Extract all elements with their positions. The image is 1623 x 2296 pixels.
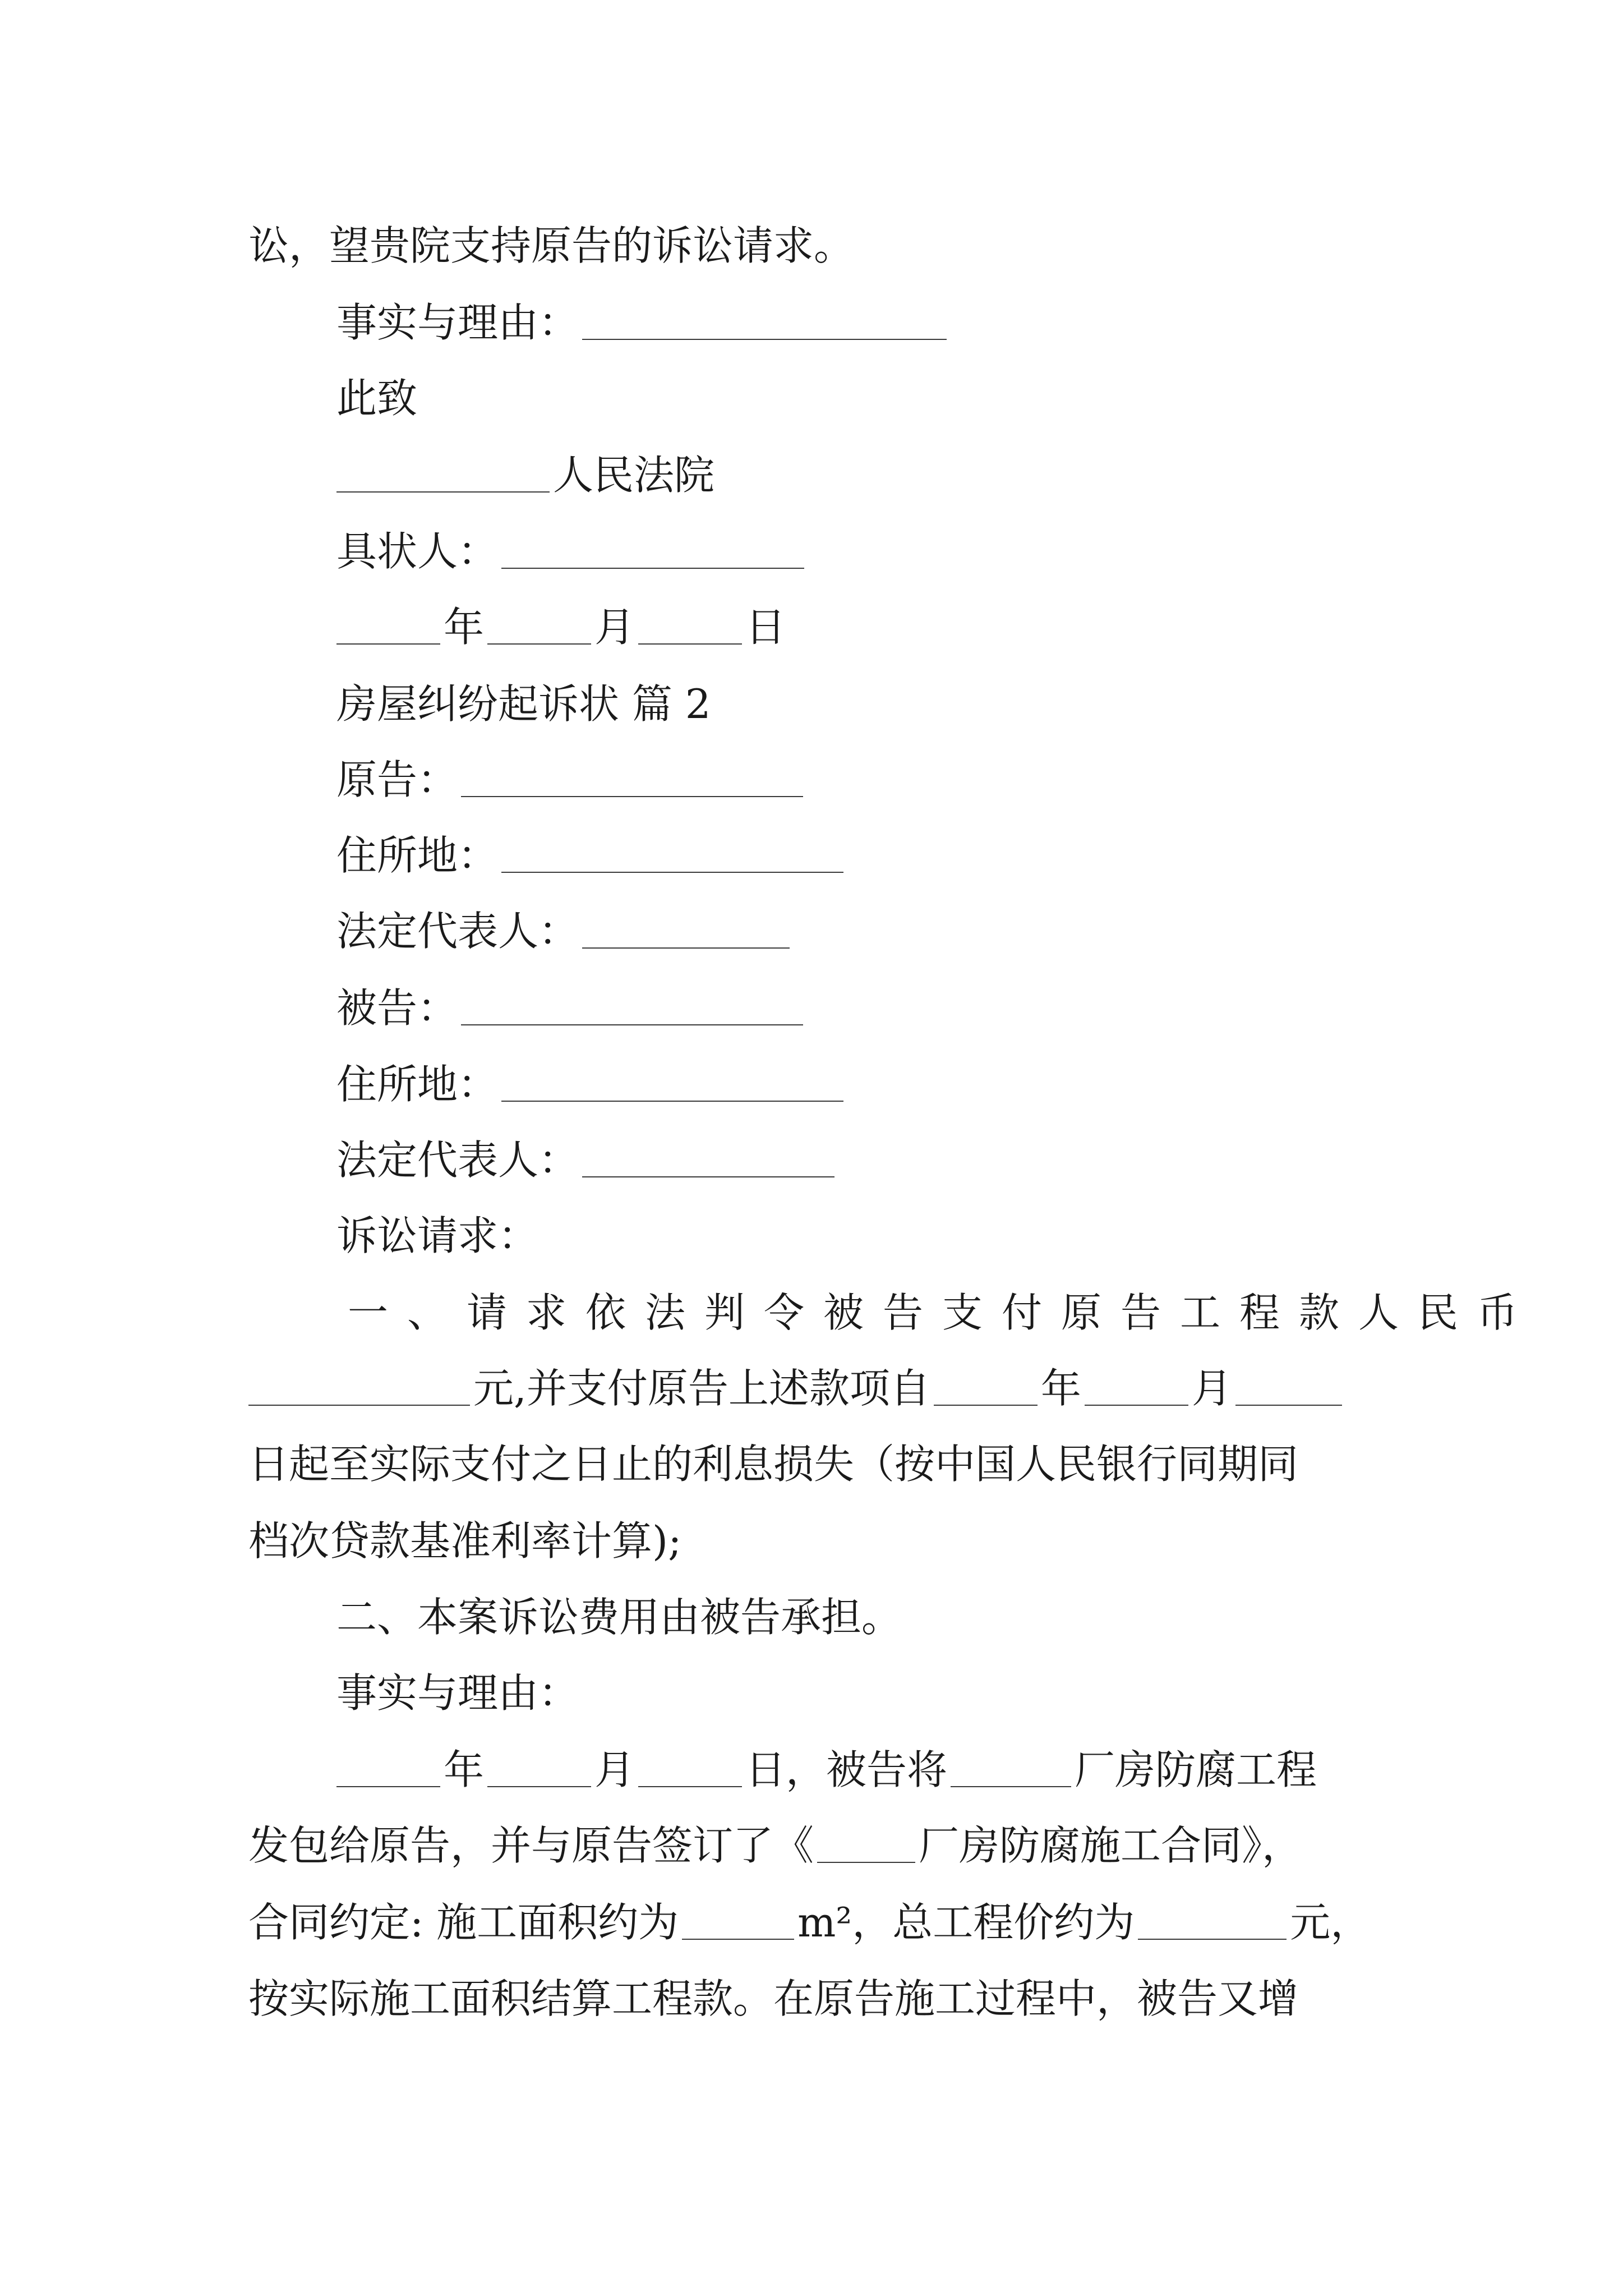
court-line xyxy=(336,444,1469,506)
year-label: 年 xyxy=(444,1746,485,1793)
text-line xyxy=(248,215,1381,277)
defendant-label: 被告： xyxy=(336,984,458,1032)
blank-field xyxy=(1085,1364,1188,1406)
text-segment: 日，被告将 xyxy=(745,1746,948,1793)
signer-line xyxy=(336,521,1469,582)
address-label: 住所地： xyxy=(336,832,499,879)
claims-heading xyxy=(336,1205,1469,1267)
facts-reasons-line xyxy=(336,292,1469,353)
facts-reasons-label: 事实与理由： xyxy=(336,299,579,346)
text-segment: 厂房防腐施工合同》， xyxy=(919,1822,1303,1869)
facts-line-1 xyxy=(336,1739,1469,1801)
blank-field xyxy=(461,756,803,797)
defendant-rep-line xyxy=(336,1129,1469,1191)
court-label: 人民法院 xyxy=(553,452,715,499)
plaintiff-address-line xyxy=(336,825,1469,886)
section-heading xyxy=(336,673,1469,735)
plaintiff-label: 原告： xyxy=(336,756,458,803)
text-line xyxy=(248,1510,1381,1572)
text-segment: 元,并支付原告上述款项自 xyxy=(473,1365,930,1412)
claim-one-text: 一、请求依法判令被告支付原告工程款人民币 xyxy=(348,1289,1537,1336)
plaintiff-rep-line xyxy=(336,900,1469,962)
defendant-address-line xyxy=(336,1053,1469,1115)
blank-field xyxy=(934,1364,1038,1406)
blank-field xyxy=(817,1821,915,1863)
text-line xyxy=(248,1433,1381,1495)
blank-field xyxy=(248,1364,470,1406)
text-segment: m²，总工程价约为 xyxy=(797,1899,1135,1946)
address-label: 住所地： xyxy=(336,1061,499,1108)
text-segment: 档次贷款基准利率计算); xyxy=(248,1517,682,1565)
claim-two-text: 二、本案诉讼费用由被告承担。 xyxy=(336,1594,902,1641)
blank-field xyxy=(1235,1364,1342,1406)
blank-field xyxy=(336,603,440,645)
facts-line-2 xyxy=(248,1815,1381,1876)
blank-field xyxy=(336,1746,440,1787)
year-label: 年 xyxy=(444,604,485,651)
date-line xyxy=(336,596,1469,658)
facts-heading-text: 事实与理由： xyxy=(336,1669,579,1717)
legal-rep-label: 法定代表人： xyxy=(336,1137,579,1184)
blank-field xyxy=(582,907,790,949)
blank-field xyxy=(638,603,742,645)
text-segment: 合同约定: 施工面积约为 xyxy=(248,1899,679,1946)
blank-field xyxy=(487,603,591,645)
blank-field xyxy=(461,984,803,1025)
text-segment: 元， xyxy=(1290,1899,1371,1946)
text-segment: 讼，望贵院支持原告的诉讼请求。 xyxy=(248,222,855,269)
text-segment: 日起至实际支付之日止的利息损失（按中国人民银行同期同 xyxy=(248,1441,1299,1488)
blank-field xyxy=(582,1136,834,1177)
salutation-line xyxy=(336,367,1469,429)
blank-field xyxy=(682,1898,794,1940)
facts-heading xyxy=(336,1662,1469,1724)
blank-field xyxy=(582,298,947,340)
facts-line-3 xyxy=(248,1892,1381,1953)
day-label: 日 xyxy=(745,604,786,651)
month-label: 月 xyxy=(1191,1365,1232,1412)
blank-field xyxy=(1138,1898,1287,1940)
text-segment: 发包给原告，并与原告签订了《 xyxy=(248,1822,814,1869)
blank-field xyxy=(336,451,550,493)
text-segment: 厂房防腐工程 xyxy=(1075,1746,1317,1793)
month-label: 月 xyxy=(594,604,635,651)
signer-label: 具状人： xyxy=(336,528,499,575)
claim-one-line xyxy=(348,1282,1537,1343)
salutation-text: 此致 xyxy=(336,375,418,422)
text-segment: 按实际施工面积结算工程款。在原告施工过程中，被告又增 xyxy=(248,1975,1299,2022)
facts-line-4 xyxy=(248,1968,1381,2030)
legal-rep-label: 法定代表人： xyxy=(336,908,579,955)
claim-two-line xyxy=(336,1586,1469,1648)
year-label: 年 xyxy=(1040,1365,1081,1412)
blank-field xyxy=(951,1746,1071,1787)
blank-field xyxy=(638,1746,742,1787)
plaintiff-line xyxy=(336,749,1469,811)
blank-field xyxy=(487,1746,591,1787)
blank-field xyxy=(501,527,804,569)
claims-heading-text: 诉讼请求： xyxy=(336,1212,539,1259)
claim-one-cont-line xyxy=(248,1358,1381,1419)
blank-field xyxy=(501,1060,843,1102)
section-heading-text: 房屋纠纷起诉状 篇 2 xyxy=(336,680,711,728)
blank-field xyxy=(501,831,843,873)
month-label: 月 xyxy=(594,1746,635,1793)
defendant-line xyxy=(336,977,1469,1039)
